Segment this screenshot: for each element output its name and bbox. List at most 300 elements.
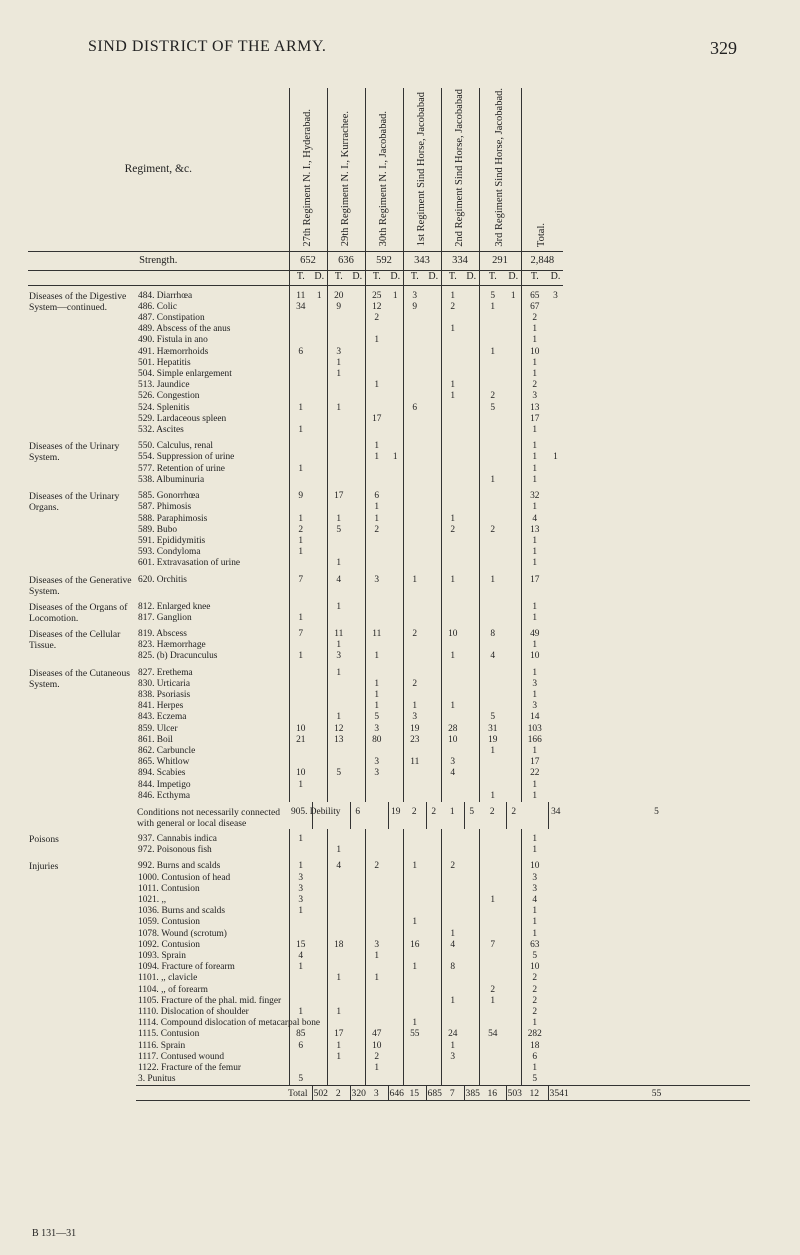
- count-cell: 32: [521, 486, 548, 502]
- count-cell: [350, 829, 365, 845]
- count-cell: [403, 391, 426, 402]
- count-cell: [312, 856, 327, 872]
- count-cell: 1: [521, 845, 548, 856]
- count-cell: [464, 613, 479, 624]
- count-cell: [365, 884, 388, 895]
- count-cell: [312, 940, 327, 951]
- count-cell: [388, 917, 403, 928]
- count-cell: [426, 403, 441, 414]
- count-cell: [506, 640, 521, 651]
- count-cell: [388, 380, 403, 391]
- count-cell: [426, 757, 441, 768]
- count-cell: [426, 895, 441, 906]
- count-cell: [327, 324, 350, 335]
- count-cell: [312, 358, 327, 369]
- disease-name: 526. Congestion: [138, 391, 200, 402]
- count-cell: 1: [449, 806, 455, 817]
- strength-value: 343: [403, 251, 441, 270]
- table-row: [28, 895, 750, 906]
- table-row: [28, 536, 750, 547]
- count-cell: [464, 791, 479, 802]
- count-cell: [312, 302, 327, 313]
- count-cell: [426, 547, 441, 558]
- count-cell: [350, 558, 365, 569]
- count-cell: [506, 856, 521, 872]
- count-cell: 1: [289, 536, 312, 547]
- strength-value: 636: [327, 251, 365, 270]
- count-cell: [479, 502, 506, 513]
- count-cell: [464, 525, 479, 536]
- count-cell: 1: [289, 425, 312, 436]
- count-cell: [388, 613, 403, 624]
- disease-group-label: Diseases of the Urinary Organs.: [29, 491, 120, 514]
- count-cell: [312, 452, 327, 463]
- unit-header: 30th Regiment N. I., Jacobabad.: [365, 88, 403, 251]
- strength-value: 291: [479, 251, 521, 270]
- count-cell: 12: [365, 302, 388, 313]
- count-cell: [312, 1063, 327, 1074]
- count-cell: [403, 1007, 426, 1018]
- count-cell: [388, 425, 403, 436]
- disease-name: 591. Epididymitis: [138, 535, 206, 546]
- count-cell: 8: [441, 962, 464, 973]
- count-cell: [327, 547, 350, 558]
- count-cell: [365, 917, 388, 928]
- table-row: [28, 780, 750, 791]
- count-cell: [350, 324, 365, 335]
- count-cell: [506, 701, 521, 712]
- count-cell: [327, 757, 350, 768]
- count-cell: [479, 757, 506, 768]
- count-cell: 9: [403, 302, 426, 313]
- count-cell: [441, 502, 464, 513]
- count-cell: 10: [289, 724, 312, 735]
- count-cell: [350, 1018, 365, 1029]
- count-cell: [350, 735, 365, 746]
- count-cell: 1: [510, 290, 516, 301]
- count-cell: [350, 525, 365, 536]
- count-cell: [312, 597, 327, 613]
- disease-name: 819. Abscess: [138, 628, 187, 639]
- count-cell: [289, 917, 312, 928]
- count-cell: [327, 475, 350, 486]
- count-cell: [388, 358, 403, 369]
- count-cell: [388, 690, 403, 701]
- count-cell: [312, 624, 327, 640]
- count-cell: 1: [289, 403, 312, 414]
- count-cell: [289, 436, 312, 452]
- count-cell: 1: [479, 570, 506, 597]
- count-cell: [506, 436, 521, 452]
- count-cell: [464, 940, 479, 951]
- count-cell: [403, 973, 426, 984]
- count-cell: [312, 547, 327, 558]
- count-cell: [327, 895, 350, 906]
- count-cell: [479, 929, 506, 940]
- count-cell: [548, 536, 563, 547]
- count-cell: 1: [289, 514, 312, 525]
- disease-name: 862. Carbuncle: [138, 745, 196, 756]
- count-cell: [548, 845, 563, 856]
- count-cell: [506, 1063, 521, 1074]
- count-cell: [464, 414, 479, 425]
- count-cell: 67: [521, 302, 548, 313]
- count-cell: [403, 951, 426, 962]
- count-cell: [388, 570, 403, 597]
- count-cell: [506, 335, 521, 346]
- disease-name: 588. Paraphimosis: [138, 513, 208, 524]
- disease-name: 823. Hæmorrhage: [138, 640, 206, 651]
- count-cell: 21: [289, 735, 312, 746]
- count-cell: 1: [289, 1007, 312, 1018]
- disease-name: 1094. Fracture of forearm: [138, 962, 235, 973]
- count-cell: [548, 906, 563, 917]
- count-cell: [350, 475, 365, 486]
- count-cell: [289, 369, 312, 380]
- count-cell: [479, 597, 506, 613]
- disease-name: 601. Extravasation of urine: [138, 558, 241, 569]
- count-cell: [441, 973, 464, 984]
- count-cell: [350, 414, 365, 425]
- count-cell: [479, 962, 506, 973]
- count-cell: [365, 369, 388, 380]
- count-cell: [312, 324, 327, 335]
- count-cell: [350, 285, 365, 302]
- count-cell: [403, 347, 426, 358]
- count-cell: [441, 369, 464, 380]
- count-cell: [506, 962, 521, 973]
- count-cell: [350, 951, 365, 962]
- count-cell: [350, 514, 365, 525]
- count-cell: [548, 414, 563, 425]
- count-cell: [403, 486, 426, 502]
- table-row: [28, 302, 750, 313]
- count-cell: 3: [289, 895, 312, 906]
- count-cell: [426, 940, 441, 951]
- count-cell: 17: [327, 486, 350, 502]
- count-cell: [350, 391, 365, 402]
- count-cell: [506, 690, 521, 701]
- count-cell: [388, 940, 403, 951]
- table-row: [28, 391, 750, 402]
- count-cell: [327, 536, 350, 547]
- count-cell: 2: [426, 802, 441, 829]
- count-cell: [441, 746, 464, 757]
- count-cell: [350, 1041, 365, 1052]
- count-cell: [464, 324, 479, 335]
- count-cell: [350, 1052, 365, 1063]
- count-cell: [388, 597, 403, 613]
- count-cell: [426, 712, 441, 723]
- count-cell: [426, 679, 441, 690]
- count-cell: [506, 570, 521, 597]
- count-cell: 19: [479, 735, 506, 746]
- count-cell: 1: [521, 502, 548, 513]
- count-cell: [548, 951, 563, 962]
- table-row: [28, 757, 750, 768]
- count-cell: [388, 1041, 403, 1052]
- count-cell: [312, 884, 327, 895]
- count-cell: 10: [521, 962, 548, 973]
- count-cell: [403, 829, 426, 845]
- count-cell: [350, 996, 365, 1007]
- count-cell: [312, 514, 327, 525]
- count-cell: [403, 547, 426, 558]
- count-cell: [312, 403, 327, 414]
- regiment-header: Regiment, &c.: [28, 88, 289, 251]
- count-cell: [350, 425, 365, 436]
- count-cell: [426, 464, 441, 475]
- count-cell: [506, 791, 521, 802]
- count-cell: [312, 996, 327, 1007]
- disease-group-label: Conditions not necessarily connected with general or local disease: [137, 806, 281, 829]
- count-cell: [289, 929, 312, 940]
- table-row: [28, 613, 750, 624]
- count-cell: [312, 951, 327, 962]
- count-cell: [365, 962, 388, 973]
- count-cell: [506, 1018, 521, 1029]
- count-cell: [426, 514, 441, 525]
- disease-name: 1036. Burns and scalds: [138, 906, 225, 917]
- count-cell: [426, 780, 441, 791]
- count-cell: [426, 285, 441, 302]
- table-row: [28, 1052, 750, 1063]
- count-cell: [464, 917, 479, 928]
- count-cell: 1: [521, 558, 548, 569]
- count-cell: [506, 597, 521, 613]
- count-cell: [388, 735, 403, 746]
- count-cell: [388, 302, 403, 313]
- count-cell: 22: [521, 768, 548, 779]
- count-cell: 24: [441, 1029, 464, 1040]
- table-row: [28, 884, 750, 895]
- count-cell: [464, 679, 479, 690]
- count-cell: [506, 1052, 521, 1063]
- count-cell: [365, 324, 388, 335]
- count-cell: [464, 663, 479, 679]
- count-cell: [365, 845, 388, 856]
- disease-name: 825. (b) Dracunculus: [138, 651, 218, 662]
- count-cell: 28: [441, 724, 464, 735]
- count-cell: [312, 464, 327, 475]
- count-cell: [403, 985, 426, 996]
- count-cell: [327, 464, 350, 475]
- count-cell: [403, 873, 426, 884]
- table-row: [28, 452, 750, 463]
- count-cell: [312, 985, 327, 996]
- count-cell: 1: [521, 536, 548, 547]
- disease-name: 487. Constipation: [138, 313, 205, 324]
- count-cell: [464, 757, 479, 768]
- count-cell: 1: [441, 570, 464, 597]
- count-cell: [388, 951, 403, 962]
- total-cell: 3: [365, 1086, 388, 1101]
- disease-group-label: Diseases of the Digestive System—continued.: [29, 290, 127, 313]
- count-cell: [327, 873, 350, 884]
- table-row: [28, 502, 750, 513]
- count-cell: 1: [441, 514, 464, 525]
- count-cell: [403, 475, 426, 486]
- count-cell: [388, 313, 403, 324]
- count-cell: 8: [479, 624, 506, 640]
- count-cell: [506, 724, 521, 735]
- count-cell: [403, 536, 426, 547]
- count-cell: [350, 940, 365, 951]
- count-cell: 1: [441, 324, 464, 335]
- count-cell: [506, 712, 521, 723]
- disease-name: 1116. Sprain: [138, 1040, 186, 1051]
- count-cell: 1: [327, 663, 350, 679]
- table-row: [28, 380, 750, 391]
- count-cell: 1: [327, 640, 350, 651]
- count-cell: [464, 768, 479, 779]
- count-cell: [479, 845, 506, 856]
- count-cell: [441, 335, 464, 346]
- count-cell: [426, 347, 441, 358]
- disease-name: 587. Phimosis: [138, 502, 192, 513]
- count-cell: [403, 1041, 426, 1052]
- count-cell: 1: [521, 791, 548, 802]
- count-cell: [350, 962, 365, 973]
- disease-name: 589. Bubo: [138, 524, 178, 535]
- count-cell: [464, 962, 479, 973]
- count-cell: [479, 780, 506, 791]
- count-cell: [548, 403, 563, 414]
- count-cell: [548, 1052, 563, 1063]
- count-cell: [464, 973, 479, 984]
- count-cell: [289, 358, 312, 369]
- count-cell: [365, 802, 388, 829]
- count-cell: 1: [392, 290, 398, 301]
- count-cell: [388, 985, 403, 996]
- count-cell: 10: [441, 735, 464, 746]
- count-cell: 5: [521, 1074, 548, 1086]
- count-cell: 11: [403, 757, 426, 768]
- count-cell: [479, 1018, 506, 1029]
- count-cell: [403, 452, 426, 463]
- count-cell: 1: [521, 547, 548, 558]
- count-cell: [441, 313, 464, 324]
- count-cell: [548, 547, 563, 558]
- count-cell: 2: [521, 973, 548, 984]
- count-cell: [289, 640, 312, 651]
- count-cell: [506, 873, 521, 884]
- count-cell: [350, 313, 365, 324]
- count-cell: [464, 724, 479, 735]
- count-cell: [403, 1063, 426, 1074]
- table-body: [28, 285, 750, 1101]
- count-cell: [479, 640, 506, 651]
- count-cell: 1: [289, 547, 312, 558]
- count-cell: 1: [327, 558, 350, 569]
- count-cell: [426, 452, 441, 463]
- count-cell: 3: [521, 701, 548, 712]
- count-cell: 1: [521, 358, 548, 369]
- count-cell: [479, 536, 506, 547]
- count-cell: 1: [479, 791, 506, 802]
- count-cell: [365, 895, 388, 906]
- count-cell: [548, 1007, 563, 1018]
- table-row: [28, 403, 750, 414]
- count-cell: [350, 929, 365, 940]
- count-cell: 6: [350, 802, 365, 829]
- count-cell: 1: [365, 701, 388, 712]
- running-head-left: SIND DISTRICT OF THE ARMY.: [88, 38, 327, 55]
- count-cell: [441, 425, 464, 436]
- count-cell: 1: [441, 1041, 464, 1052]
- count-cell: [403, 1052, 426, 1063]
- count-cell: 5: [365, 712, 388, 723]
- count-cell: 1: [521, 1063, 548, 1074]
- table-row: [28, 679, 750, 690]
- count-cell: 3: [365, 940, 388, 951]
- count-cell: [464, 1074, 479, 1086]
- count-cell: [548, 768, 563, 779]
- count-cell: [388, 414, 403, 425]
- count-cell: [350, 302, 365, 313]
- count-cell: [479, 951, 506, 962]
- count-cell: [403, 906, 426, 917]
- count-cell: [506, 391, 521, 402]
- count-cell: [464, 690, 479, 701]
- table-row: [28, 973, 750, 984]
- disease-name: 1000. Contusion of head: [138, 872, 231, 883]
- count-cell: 34: [289, 302, 312, 313]
- disease-name: 491. Hæmorrhoids: [138, 346, 209, 357]
- count-cell: [388, 651, 403, 662]
- count-cell: [350, 917, 365, 928]
- count-cell: 5: [327, 525, 350, 536]
- count-cell: [479, 768, 506, 779]
- count-cell: [464, 436, 479, 452]
- count-cell: [312, 701, 327, 712]
- count-cell: 1: [521, 917, 548, 928]
- count-cell: 3: [521, 884, 548, 895]
- count-cell: [506, 906, 521, 917]
- count-cell: [312, 347, 327, 358]
- count-cell: [548, 613, 563, 624]
- count-cell: 13: [521, 403, 548, 414]
- count-cell: [464, 547, 479, 558]
- count-cell: 55: [403, 1029, 426, 1040]
- count-cell: [365, 746, 388, 757]
- count-cell: 1: [521, 324, 548, 335]
- disease-name: 490. Fistula in ano: [138, 335, 208, 346]
- count-cell: 1: [289, 613, 312, 624]
- count-cell: [350, 895, 365, 906]
- count-cell: [327, 962, 350, 973]
- count-cell: [426, 973, 441, 984]
- disease-name: 489. Abscess of the anus: [138, 324, 231, 335]
- table-row: [28, 829, 750, 845]
- count-cell: 1: [365, 335, 388, 346]
- disease-name: 524. Splenitis: [138, 402, 190, 413]
- count-cell: 31: [479, 724, 506, 735]
- count-cell: [388, 712, 403, 723]
- count-cell: [350, 780, 365, 791]
- count-cell: [548, 558, 563, 569]
- disease-name: 529. Lardaceous spleen: [138, 413, 227, 424]
- count-cell: [388, 884, 403, 895]
- table-row: [28, 1018, 750, 1029]
- count-cell: [388, 324, 403, 335]
- count-cell: [312, 768, 327, 779]
- count-cell: 1: [521, 640, 548, 651]
- count-cell: [506, 380, 521, 391]
- count-cell: [506, 768, 521, 779]
- total-label: Total: [136, 1086, 312, 1101]
- strength-value: 592: [365, 251, 403, 270]
